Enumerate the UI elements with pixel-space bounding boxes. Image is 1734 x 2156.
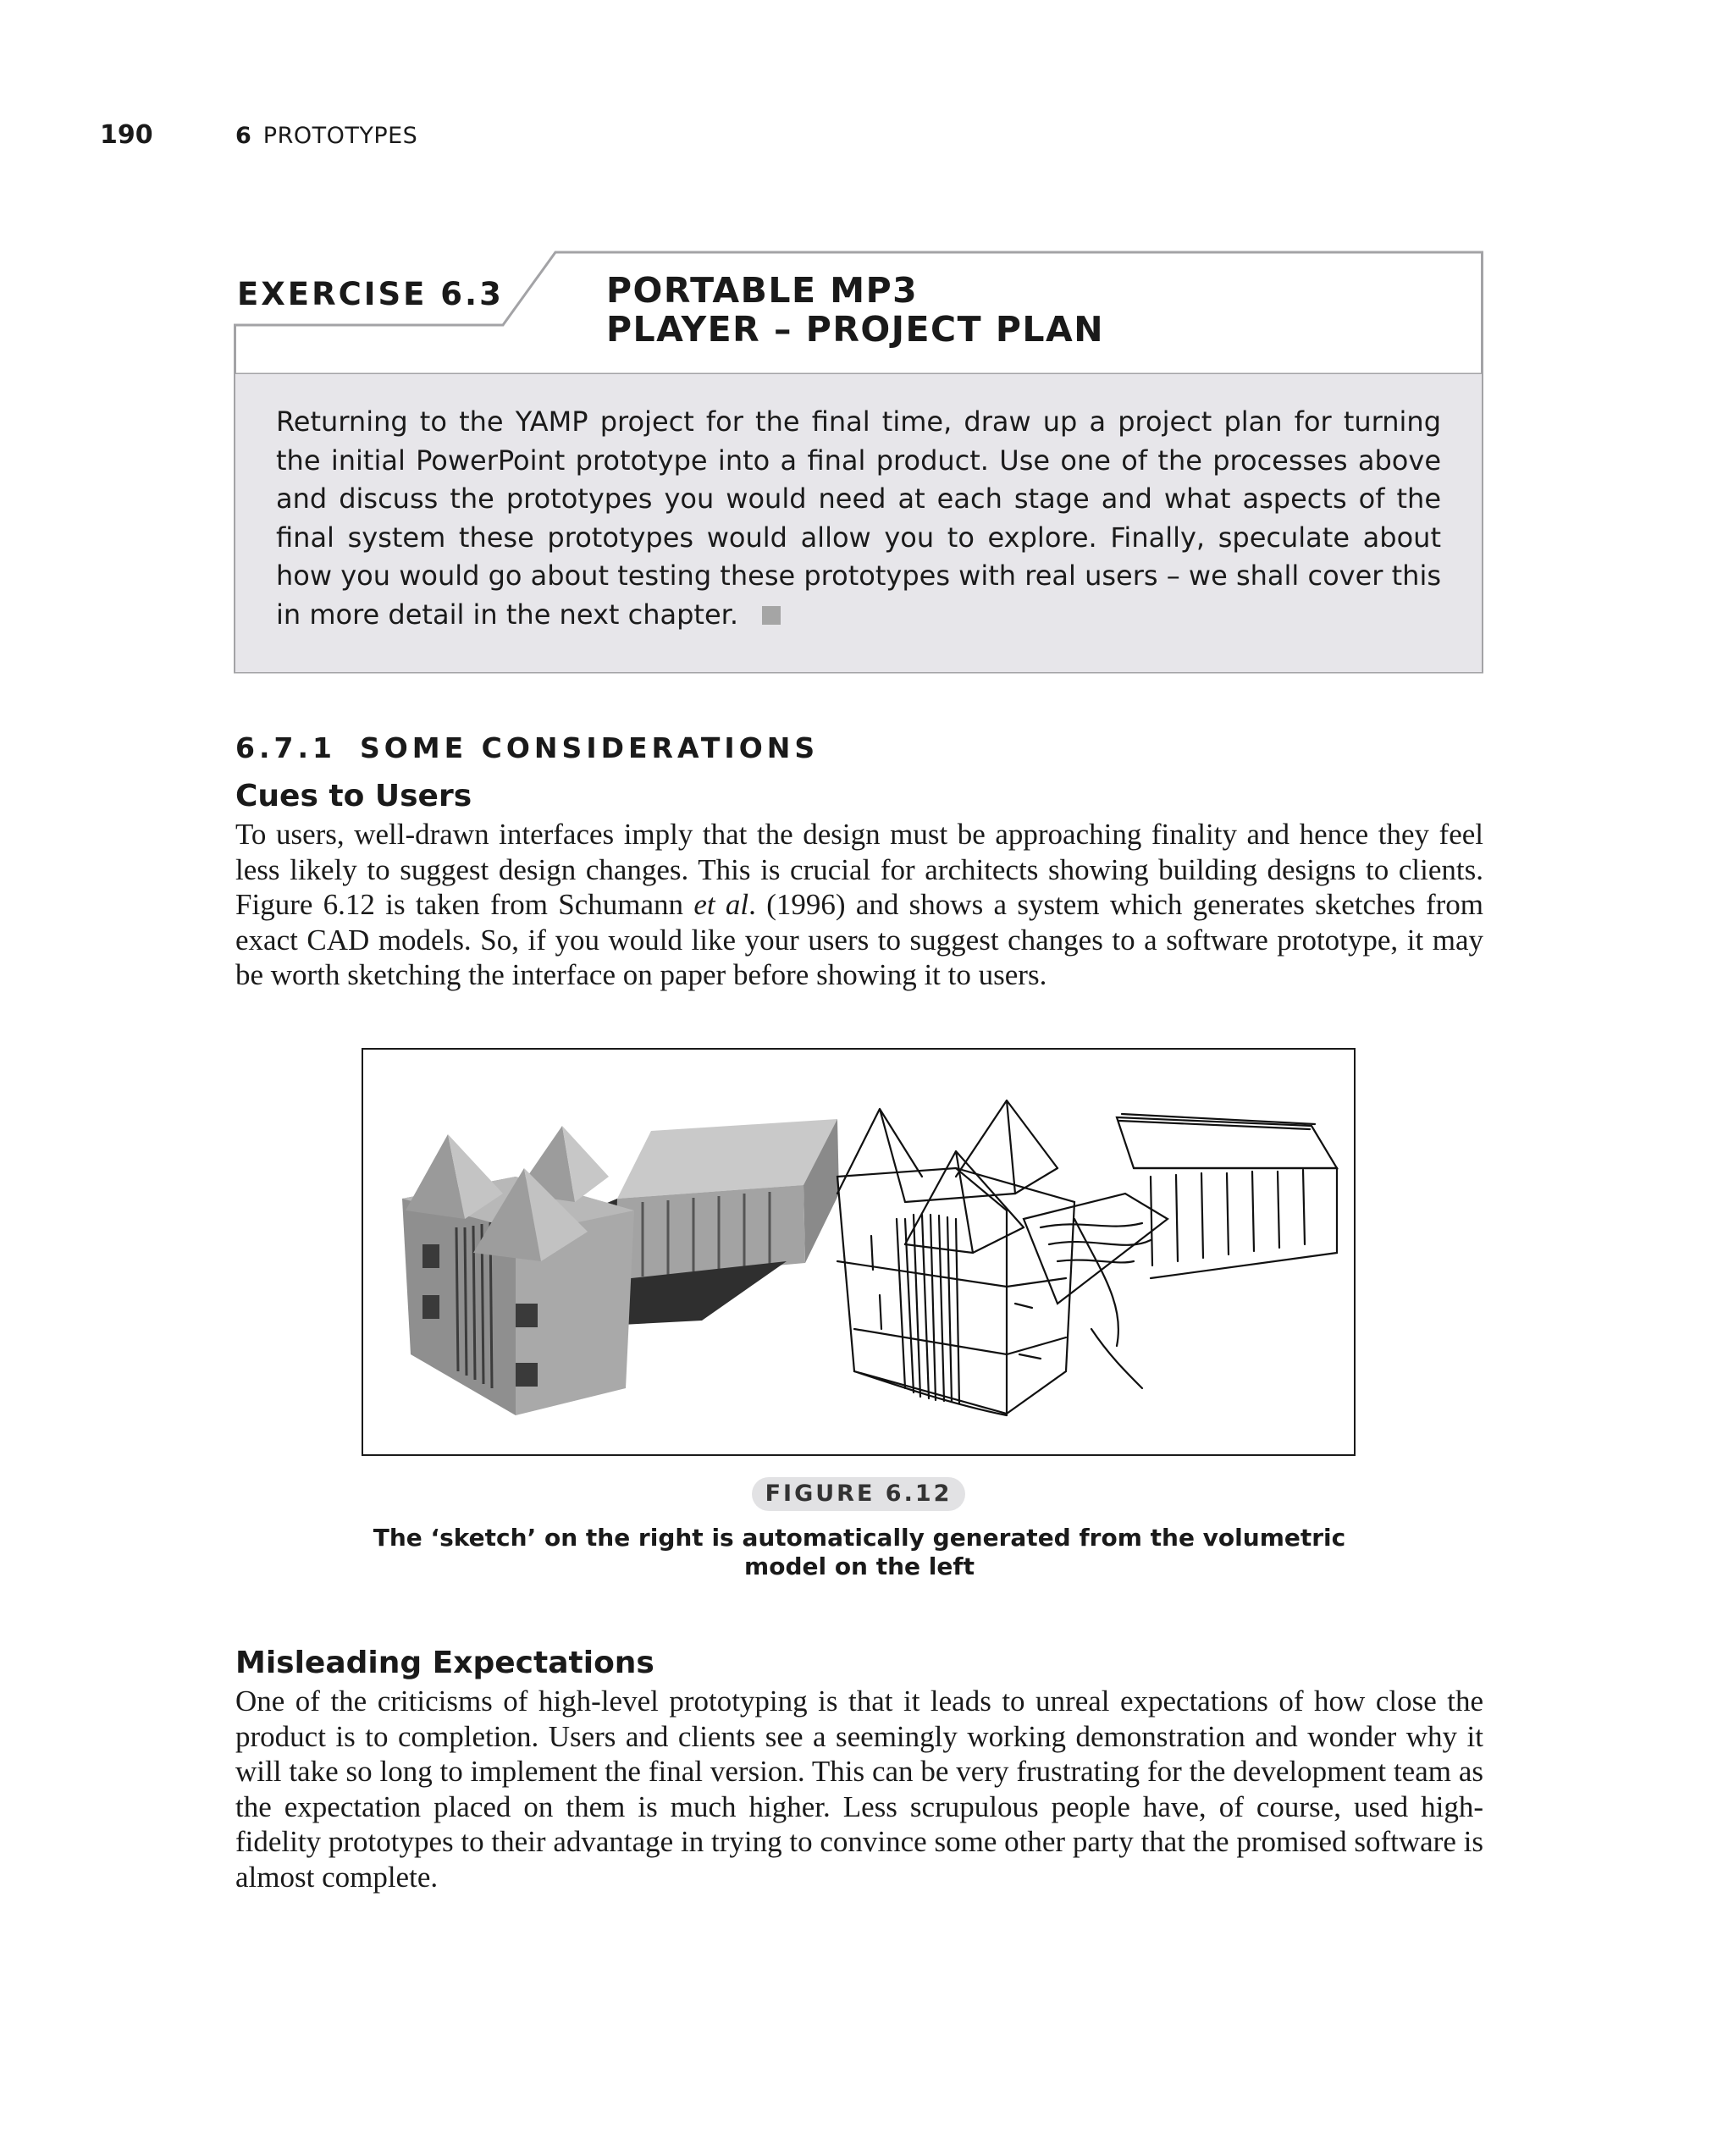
- paragraph-cues-part2: . (1996) and shows a system which generates sketches from exact CAD models. So, if you would like your users to suggest changes to a software prototype, it may be worth sketching the interface on paper before showing it to users.: [235, 888, 1484, 991]
- exercise-text-content: Returning to the YAMP project for the final time, draw up a project plan for turning the initial PowerPoint prototype into a final product. Use one of the processes above and discuss the prototypes you would need at each stage and what aspects of the final system these prototypes would allow you to explore. Finally, speculate about how you would go about testing these prototypes with real users – we shall cover this in more detail in the next chapter.: [276, 405, 1441, 631]
- section-title: SOME CONSIDERATIONS: [359, 731, 820, 764]
- running-head: [100, 120, 417, 157]
- figure-illustration: [363, 1050, 1354, 1454]
- generated-sketch: [837, 1100, 1337, 1415]
- paragraph-cues-part1: To users, well-drawn interfaces imply that the design must be approaching finality and hence they feel less likely to suggest design changes. This is crucial for architects showing building designs to clients. Figure 6.12 is taken from Schumann: [235, 818, 1483, 921]
- exercise-box: [234, 251, 1483, 674]
- chapter-number: 6: [235, 123, 251, 149]
- exercise-title-line2: PLAYER – PROJECT PLAN: [606, 309, 1105, 350]
- exercise-body: [235, 374, 1482, 672]
- exercise-title: [606, 271, 1453, 349]
- chapter-title: PROTOTYPES: [262, 123, 418, 149]
- exercise-text: [276, 403, 1441, 634]
- section-number: 6.7.1: [235, 731, 336, 764]
- figure-caption: The ‘sketch’ on the right is automatically generated from the volumetric model on the left: [373, 1524, 1346, 1580]
- subheading-cues: Cues to Users: [235, 779, 472, 813]
- page-number: 190: [100, 120, 153, 150]
- subheading-misleading: Misleading Expectations: [235, 1646, 654, 1680]
- figure-image: [362, 1048, 1356, 1456]
- paragraph-cues-italic: et al: [693, 888, 749, 921]
- exercise-label: EXERCISE 6.3: [237, 276, 504, 312]
- paragraph-misleading: One of the criticisms of high-level prototyping is that it leads to unreal expectations of how close the product is to completion. Users and clients see a seemingly working demonstration and wonder why it will take so long to implement the final version. This can be very frustrating for the development team as the expectation placed on them is much higher. Less scrupulous people have, of course, used high-fidelity prototypes to their advantage in trying to convince some other party that the promised software is almost complete.: [235, 1685, 1483, 1894]
- volumetric-model: [402, 1119, 839, 1415]
- section-heading: [235, 731, 819, 764]
- figure-badge: FIGURE 6.12: [752, 1477, 965, 1511]
- end-square-icon: [762, 606, 781, 625]
- paragraph-cues: [235, 817, 1483, 993]
- exercise-title-line1: PORTABLE MP3: [606, 270, 919, 311]
